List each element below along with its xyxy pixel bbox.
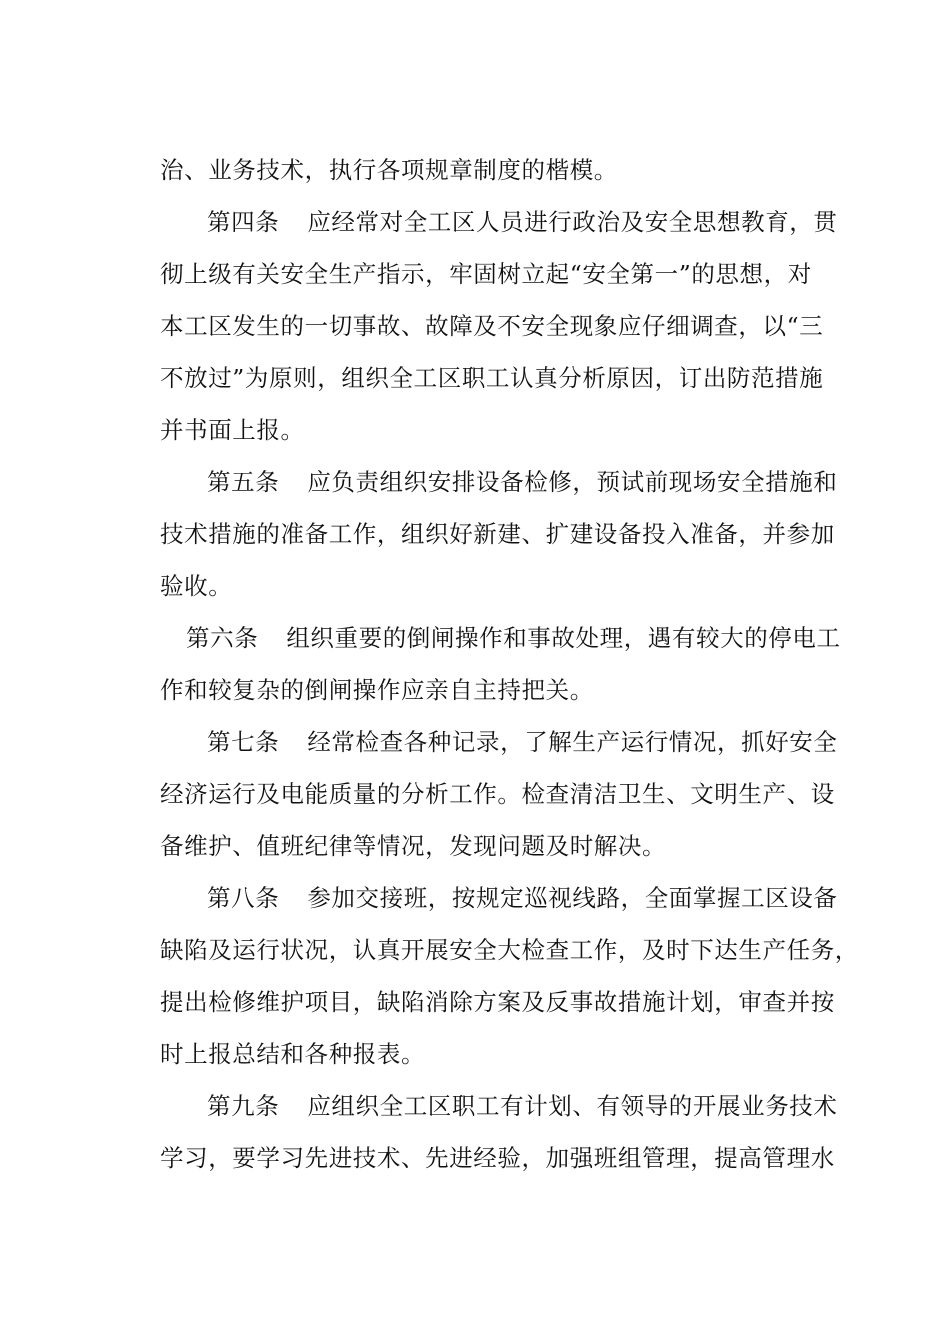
article-5-heading: 第五条: [207, 468, 280, 496]
text-line: 备维护、值班纪律等情况，发现问题及时解决。: [160, 832, 667, 860]
text-line: 经济运行及电能质量的分析工作。检查清洁卫生、文明生产、设: [160, 780, 835, 808]
article-6-first-line: 第六条 组织重要的倒闸操作和事故处理，遇有较大的停电工: [186, 624, 841, 652]
article-4-first-line: 第四条 应经常对全工区人员进行政治及安全思想教育，贯: [207, 208, 838, 236]
article-8-first-line: 第八条 参加交接班，按规定巡视线路，全面掌握工区设备: [207, 884, 838, 912]
text-line: 提出检修维护项目，缺陷消除方案及反事故措施计划，审查并按: [160, 988, 835, 1016]
article-9-first-line: 第九条 应组织全工区职工有计划、有领导的开展业务技术: [207, 1092, 838, 1120]
text-line: 时上报总结和各种报表。: [160, 1040, 426, 1068]
text-line: 治、业务技术，执行各项规章制度的楷模。: [160, 156, 618, 184]
text-line: 学习，要学习先进技术、先进经验，加强班组管理，提高管理水: [160, 1144, 835, 1172]
text-line: 作和较复杂的倒闸操作应亲自主持把关。: [160, 676, 594, 704]
document-body: [160, 144, 860, 1184]
article-7-heading: 第七条: [207, 728, 280, 756]
text-line: 彻上级有关安全生产指示，牢固树立起“安全第一”的思想，对: [160, 260, 812, 288]
text-line: 技术措施的准备工作，组织好新建、扩建设备投入准备，并参加: [160, 520, 835, 548]
article-4-heading: 第四条: [207, 208, 280, 236]
article-7-first-line: 第七条 经常检查各种记录，了解生产运行情况，抓好安全: [207, 728, 838, 756]
article-6-heading: 第六条: [186, 624, 259, 652]
article-9-heading: 第九条: [207, 1092, 280, 1120]
text-line: 缺陷及运行状况，认真开展安全大检查工作，及时下达生产任务，: [160, 936, 859, 964]
text-line: 不放过”为原则，组织全工区职工认真分析原因，订出防范措施: [160, 364, 824, 392]
text-line: 并书面上报。: [160, 416, 305, 444]
text-line: 本工区发生的一切事故、故障及不安全现象应仔细调查，以“三: [160, 312, 824, 340]
text-line: 验收。: [160, 572, 233, 600]
article-8-heading: 第八条: [207, 884, 280, 912]
article-5-first-line: 第五条 应负责组织安排设备检修，预试前现场安全措施和: [207, 468, 838, 496]
